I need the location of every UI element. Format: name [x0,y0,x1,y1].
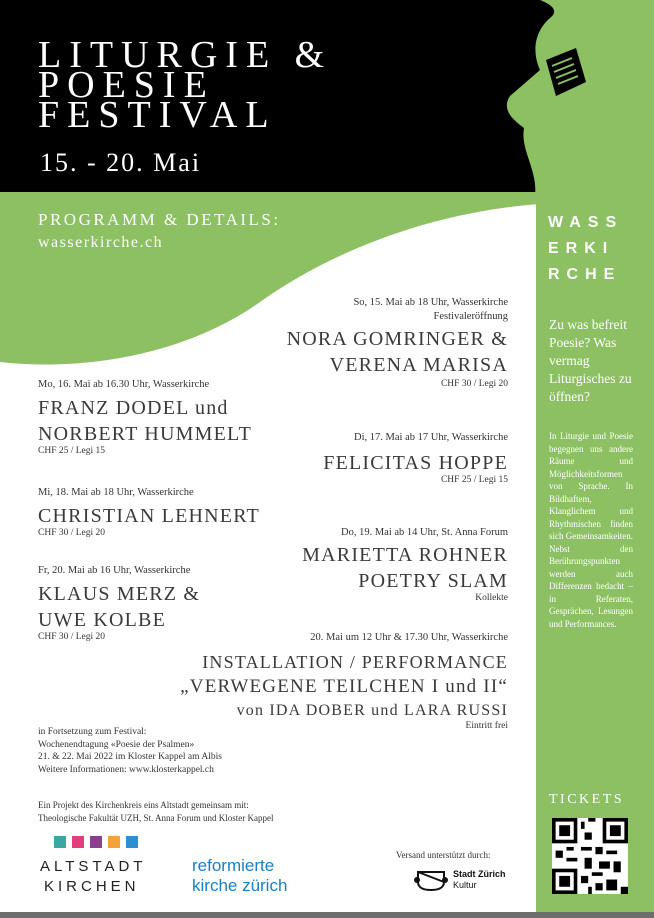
tickets-qr-code[interactable] [552,818,628,894]
event-1-price: CHF 30 / Legi 20 [440,379,508,389]
sponsor-label: Versand unterstützt durch: [396,850,491,860]
event-5-meta: Do, 19. Mai ab 14 Uhr, St. Anna Forum [341,527,508,538]
event-4-price: CHF 30 / Legi 20 [38,528,106,538]
event-4-meta: Mi, 18. Mai ab 18 Uhr, Wasserkirche [38,487,194,498]
festival-dates: 15. - 20. Mai [40,148,202,177]
logo-line-1: WASS [548,214,624,231]
event-7-name-2: „VERWEGENE TEILCHEN I und II“ [180,676,508,697]
event-3-name: FELICITAS HOPPE [323,452,508,474]
event-7-name-1: INSTALLATION / PERFORMANCE [202,652,508,672]
reformierte-logo-line-2: kirche zürich [192,876,288,895]
event-1-subtitle: Festivaleröffnung [433,311,508,322]
event-2-price: CHF 25 / Legi 15 [38,446,106,456]
project-line-2: Theologische Fakultät UZH, St. Anna Forum und Kloster Kappel [38,812,274,823]
website-link[interactable]: wasserkirche.ch [38,234,164,251]
logo-line-3: RCHE [548,266,622,283]
event-5-name-2: POETRY SLAM [358,570,508,592]
event-7-meta: 20. Mai um 12 Uhr & 17.30 Uhr, Wasserkirche [310,632,508,643]
event-1-name-2: VERENA MARISA [329,354,508,376]
event-7-name-3: von IDA DOBER und LARA RUSSI [236,702,508,719]
event-2-name-1: FRANZ DODEL und [38,397,229,419]
altstadt-logo-line-1: ALTSTADT [40,858,147,875]
continuation-line-3: 21. & 22. Mai 2022 im Kloster Kappel am Albis [38,752,222,762]
title-line-3: FESTIVAL [38,94,277,136]
event-5-price: Kollekte [475,593,508,603]
reader-silhouette [480,0,654,196]
event-3-meta: Di, 17. Mai ab 17 Uhr, Wasserkirche [354,432,508,443]
zurich-crest-icon [414,868,448,892]
event-5-name-1: MARIETTA ROHNER [302,544,508,566]
reformierte-logo-line-1: reformierte [192,856,275,875]
logo-line-2: ERKI [548,240,615,257]
event-4-name: CHRISTIAN LEHNERT [38,505,260,527]
title-line-2: POESIE [38,64,215,106]
event-1-name-1: NORA GOMRINGER & [286,328,508,350]
tickets-label[interactable]: TICKETS [549,792,625,807]
event-7-price: Eintritt frei [465,721,508,731]
event-6-price: CHF 30 / Legi 20 [38,632,106,642]
sidebar-question: Zu was befreit Poesie? Was vermag Liturgisches zu öffnen? [549,317,632,404]
event-2-name-2: NORBERT HUMMELT [38,423,253,445]
event-2-meta: Mo, 16. Mai ab 16.30 Uhr, Wasserkirche [38,379,210,390]
sidebar-paragraph: In Liturgie und Poesie begegnen uns andere Räume und Möglichkeitsformen von Sprache. In Bildhaftem, Klanglichem und Rhythmischen finden sich Gemeinsamkeiten. Nebst den Berührungspunkten werden auch Differenzen bedacht – in Referaten, Gesprächen, Lesungen und Performances. [549,431,633,629]
title-line-1: LITURGIE & [38,34,333,76]
project-line-1: Ein Projekt des Kirchenkreis eins Altstadt gemeinsam mit: [38,800,249,810]
stadt-zurich-logo [453,869,506,891]
altstadt-kirchen-icons [54,834,142,850]
continuation-line-1: in Fortsetzung zum Festival: [38,727,147,737]
bottom-edge-bar [0,912,654,918]
wasserkirche-logo [548,210,638,288]
continuation-line-4: Weitere Informationen: www.klosterkappel.ch [38,764,214,775]
continuation-line-2: Wochenendtagung «Poesie der Psalmen» [38,739,195,750]
event-3-price: CHF 25 / Legi 15 [440,475,508,485]
project-block [38,799,273,824]
event-6-meta: Fr, 20. Mai ab 16 Uhr, Wasserkirche [38,565,191,576]
continuation-block [38,726,222,776]
stadt-zurich-line-1: Stadt Zürich [453,869,506,879]
program-label: PROGRAMM & DETAILS: [38,210,281,229]
event-6-name-2: UWE KOLBE [38,609,166,631]
altstadt-logo-line-2: KIRCHEN [44,878,140,895]
right-edge-bar [642,0,654,918]
event-6-name-1: KLAUS MERZ & [38,583,201,605]
event-1-meta: So, 15. Mai ab 18 Uhr, Wasserkirche [353,297,508,308]
stadt-zurich-line-2: Kultur [453,880,477,890]
